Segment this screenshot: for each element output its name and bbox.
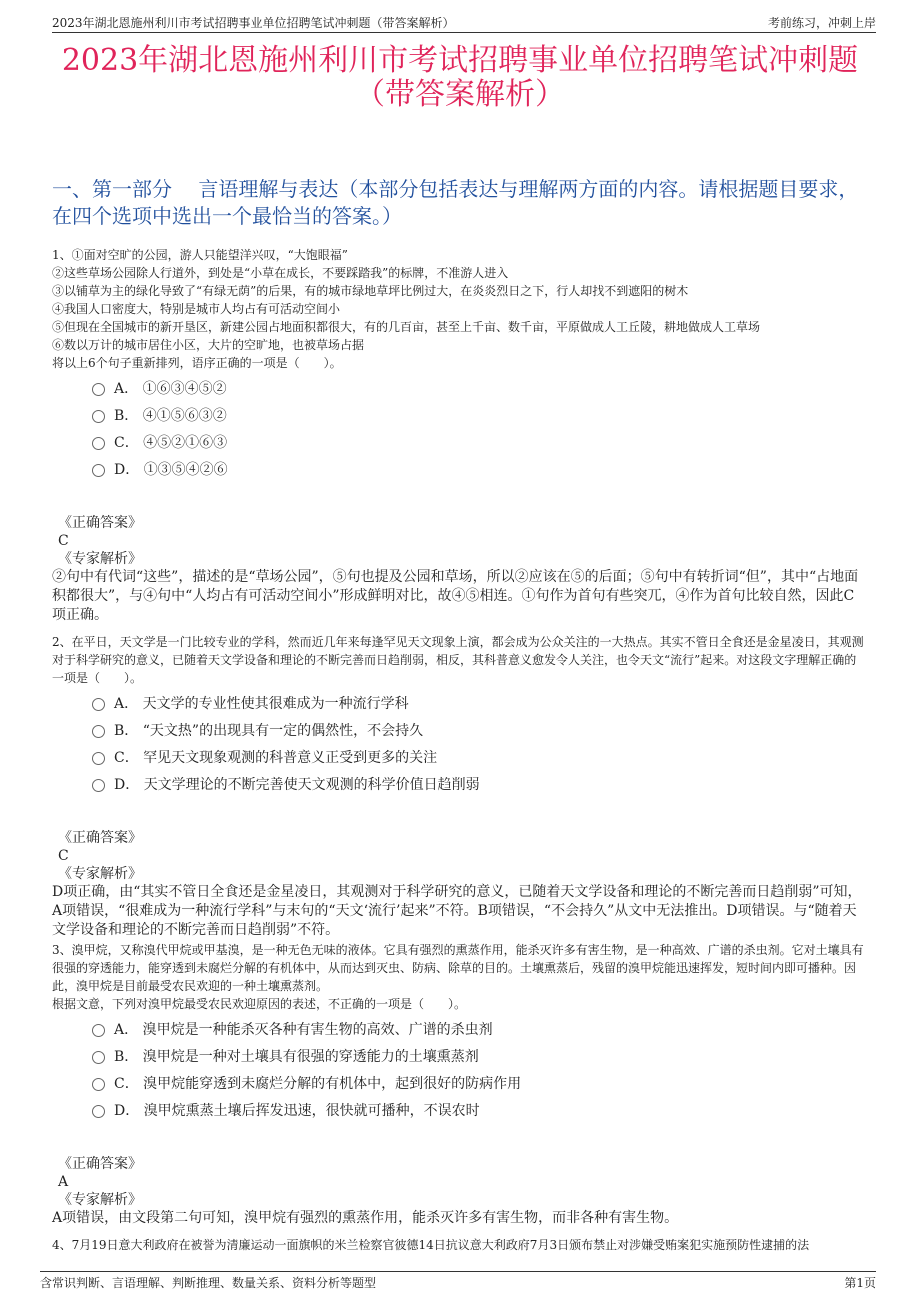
option-text: ④⑤②①⑥③ [143, 435, 228, 451]
radio-icon[interactable] [92, 437, 105, 450]
answer-value: C [58, 533, 69, 549]
option-text: 罕见天文现象观测的科普意义正受到更多的关注 [143, 750, 438, 766]
title-line-1: 2023年湖北恩施州利川市考试招聘事业单位招聘笔试冲刺题 [61, 43, 859, 78]
option-d[interactable] [52, 1100, 868, 1127]
radio-icon[interactable] [92, 1051, 105, 1064]
option-c[interactable] [52, 747, 868, 774]
option-list [52, 1019, 868, 1127]
option-b[interactable] [52, 720, 868, 747]
answer-value: A [58, 1174, 69, 1190]
question-prompt: 根据文意，下列对溴甲烷最受农民欢迎原因的表述，不正确的一项是（ ）。 [52, 997, 467, 1011]
option-text: 溴甲烷是一种能杀灭各种有害生物的高效、广谱的杀虫剂 [142, 1022, 493, 1038]
answer-label: 《正确答案》 [58, 830, 142, 846]
option-c[interactable] [52, 1073, 868, 1100]
option-d[interactable] [52, 459, 868, 486]
option-text: 溴甲烷能穿透到未腐烂分解的有机体中，起到很好的防病作用 [143, 1076, 522, 1092]
page-footer [40, 1271, 876, 1292]
question-stem-line: ②这些草场公园除人行道外，到处是“小草在成长，不要踩踏我”的标牌，不准游人进入 [52, 266, 509, 280]
question-4 [52, 1236, 868, 1254]
answer-label: 《正确答案》 [58, 515, 142, 531]
option-b[interactable] [52, 1046, 868, 1073]
question-prompt: 将以上6个句子重新排列，语序正确的一项是（ ）。 [52, 356, 342, 370]
option-text: 溴甲烷是一种对土壤具有很强的穿透能力的土壤熏蒸剂 [142, 1049, 479, 1065]
expert-label: 《专家解析》 [58, 866, 142, 882]
question-stem-line: ④我国人口密度大，特别是城市人均占有可活动空间小 [52, 302, 341, 316]
option-key: A． [114, 381, 139, 397]
option-d[interactable] [52, 774, 868, 801]
radio-icon[interactable] [92, 464, 105, 477]
option-list [52, 693, 868, 801]
option-key: B． [114, 408, 139, 424]
question-stem-line: ⑤但现在全国城市的新开垦区，新建公园占地面积都很大，有的几百亩，甚至上千亩、数千亩，平原做成人工丘陵，耕地做成人工草场 [52, 320, 761, 334]
radio-icon[interactable] [92, 1024, 105, 1037]
option-c[interactable] [52, 432, 868, 459]
radio-icon[interactable] [92, 779, 105, 792]
question-3 [52, 941, 868, 1228]
expert-label: 《专家解析》 [58, 551, 142, 567]
option-b[interactable] [52, 405, 868, 432]
option-list [52, 378, 868, 486]
answer-block [52, 1155, 868, 1228]
answer-label: 《正确答案》 [58, 1156, 142, 1172]
question-stem: 4、7月19日意大利政府在被誉为清廉运动一面旗帜的米兰检察官彼德14日抗议意大利政府7月3日颁布禁止对涉嫌受贿案犯实施预防性逮捕的法 [52, 1238, 810, 1252]
question-1 [52, 246, 868, 625]
page-number: 第1页 [844, 1276, 876, 1290]
section-heading: 一、第一部分 言语理解与表达（本部分包括表达与理解两方面的内容。请根据题目要求，在四个选项中选出一个最恰当的答案。） [52, 177, 859, 228]
title-line-2: （带答案解析） [355, 77, 565, 112]
radio-icon[interactable] [92, 1078, 105, 1091]
option-a[interactable] [52, 693, 868, 720]
explanation: D项正确，由“其实不管日全食还是金星凌日，其观测对于科学研究的意义，已随着天文学设备和理论的不断完善而日趋削弱”可知，A项错误，“很难成为一种流行学科”与末句的“天文‘流行’起来”不符。B项错误，“不会持久”从文中无法推出。D项错误。与“随着天文学设备和理论的不断完善而日趋削弱”不符。 [52, 884, 862, 938]
option-key: B． [114, 723, 139, 739]
radio-icon[interactable] [92, 383, 105, 396]
radio-icon[interactable] [92, 725, 105, 738]
option-a[interactable] [52, 1019, 868, 1046]
radio-icon[interactable] [92, 698, 105, 711]
option-key: B． [114, 1049, 139, 1065]
explanation: ②句中有代词“这些”，描述的是“草场公园”，⑤句也提及公园和草场，所以②应该在⑤的后面；⑤句中有转折词“但”，其中“占地面积都很大”，与④句中“人均占有可活动空间小”形成鲜明对比，故④⑤相连。①句作为首句有些突兀，④作为首句比较自然，因此C项正确。 [52, 569, 859, 623]
option-text: ①⑥③④⑤② [142, 381, 227, 397]
option-text: “天文热”的出现具有一定的偶然性，不会持久 [142, 723, 424, 739]
header-slogan: 考前练习，冲刺上岸 [767, 16, 876, 30]
option-a[interactable] [52, 378, 868, 405]
question-stem-line: ⑥数以万计的城市居住小区，大片的空旷地，也被草场占据 [52, 338, 365, 352]
option-key: A． [114, 696, 139, 712]
question-stem-line: ③以铺草为主的绿化导致了“有绿无荫”的后果，有的城市绿地草坪比例过大，在炎炎烈日之下，行人却找不到遮阳的树木 [52, 284, 689, 298]
option-text: ①③⑤④②⑥ [143, 462, 228, 478]
explanation: A项错误，由文段第二句可知，溴甲烷有强烈的熏蒸作用，能杀灭许多有害生物，而非各种有害生物。 [52, 1210, 679, 1226]
option-text: 溴甲烷熏蒸土壤后挥发迅速，很快就可播种，不误农时 [143, 1103, 480, 1119]
answer-block [52, 514, 868, 625]
option-key: D． [114, 1103, 140, 1119]
footer-topics: 含常识判断、言语理解、判断推理、数量关系、资料分析等题型 [40, 1276, 377, 1290]
option-key: C． [114, 435, 139, 451]
question-stem-line: 1、①面对空旷的公园，游人只能望洋兴叹，“大饱眼福” [52, 248, 348, 262]
radio-icon[interactable] [92, 752, 105, 765]
option-key: D． [114, 462, 140, 478]
option-key: C． [114, 750, 139, 766]
answer-value: C [58, 848, 69, 864]
option-text: 天文学理论的不断完善使天文观测的科学价值日趋削弱 [143, 777, 480, 793]
option-key: A． [114, 1022, 139, 1038]
option-key: C． [114, 1076, 139, 1092]
option-text: 天文学的专业性使其很难成为一种流行学科 [142, 696, 409, 712]
header-doc-title: 2023年湖北恩施州利川市考试招聘事业单位招聘笔试冲刺题（带答案解析） [52, 16, 455, 30]
answer-block [52, 829, 868, 940]
page-header [52, 14, 876, 33]
option-key: D． [114, 777, 140, 793]
question-stem: 3、溴甲烷，又称溴代甲烷或甲基溴，是一种无色无味的液体。它具有强烈的熏蒸作用，能杀灭许多有害生物，是一种高效、广谱的杀虫剂。它对土壤具有很强的穿透能力，能穿透到未腐烂分解的有机体中，从而达到灭虫、防病、除草的目的。土壤熏蒸后，残留的溴甲烷能迅速挥发，短时间内即可播种。因此，溴甲烷是目前最受农民欢迎的一种土壤熏蒸剂。 [52, 943, 864, 993]
expert-label: 《专家解析》 [58, 1192, 142, 1208]
radio-icon[interactable] [92, 1105, 105, 1118]
option-text: ④①⑤⑥③② [142, 408, 227, 424]
radio-icon[interactable] [92, 410, 105, 423]
question-2 [52, 633, 868, 940]
page-title [40, 44, 880, 112]
question-stem: 2、在平日，天文学是一门比较专业的学科，然而近几年来每逢罕见天文现象上演，都会成为公众关注的一大热点。其实不管日全食还是金星凌日，其观测对于科学研究的意义，已随着天文学设备和理论的不断完善而日趋削弱，相反，其科普意义愈发令人关注，也令天文“流行”起来。对这段文字理解正确的一项是（ ）。 [52, 635, 864, 685]
